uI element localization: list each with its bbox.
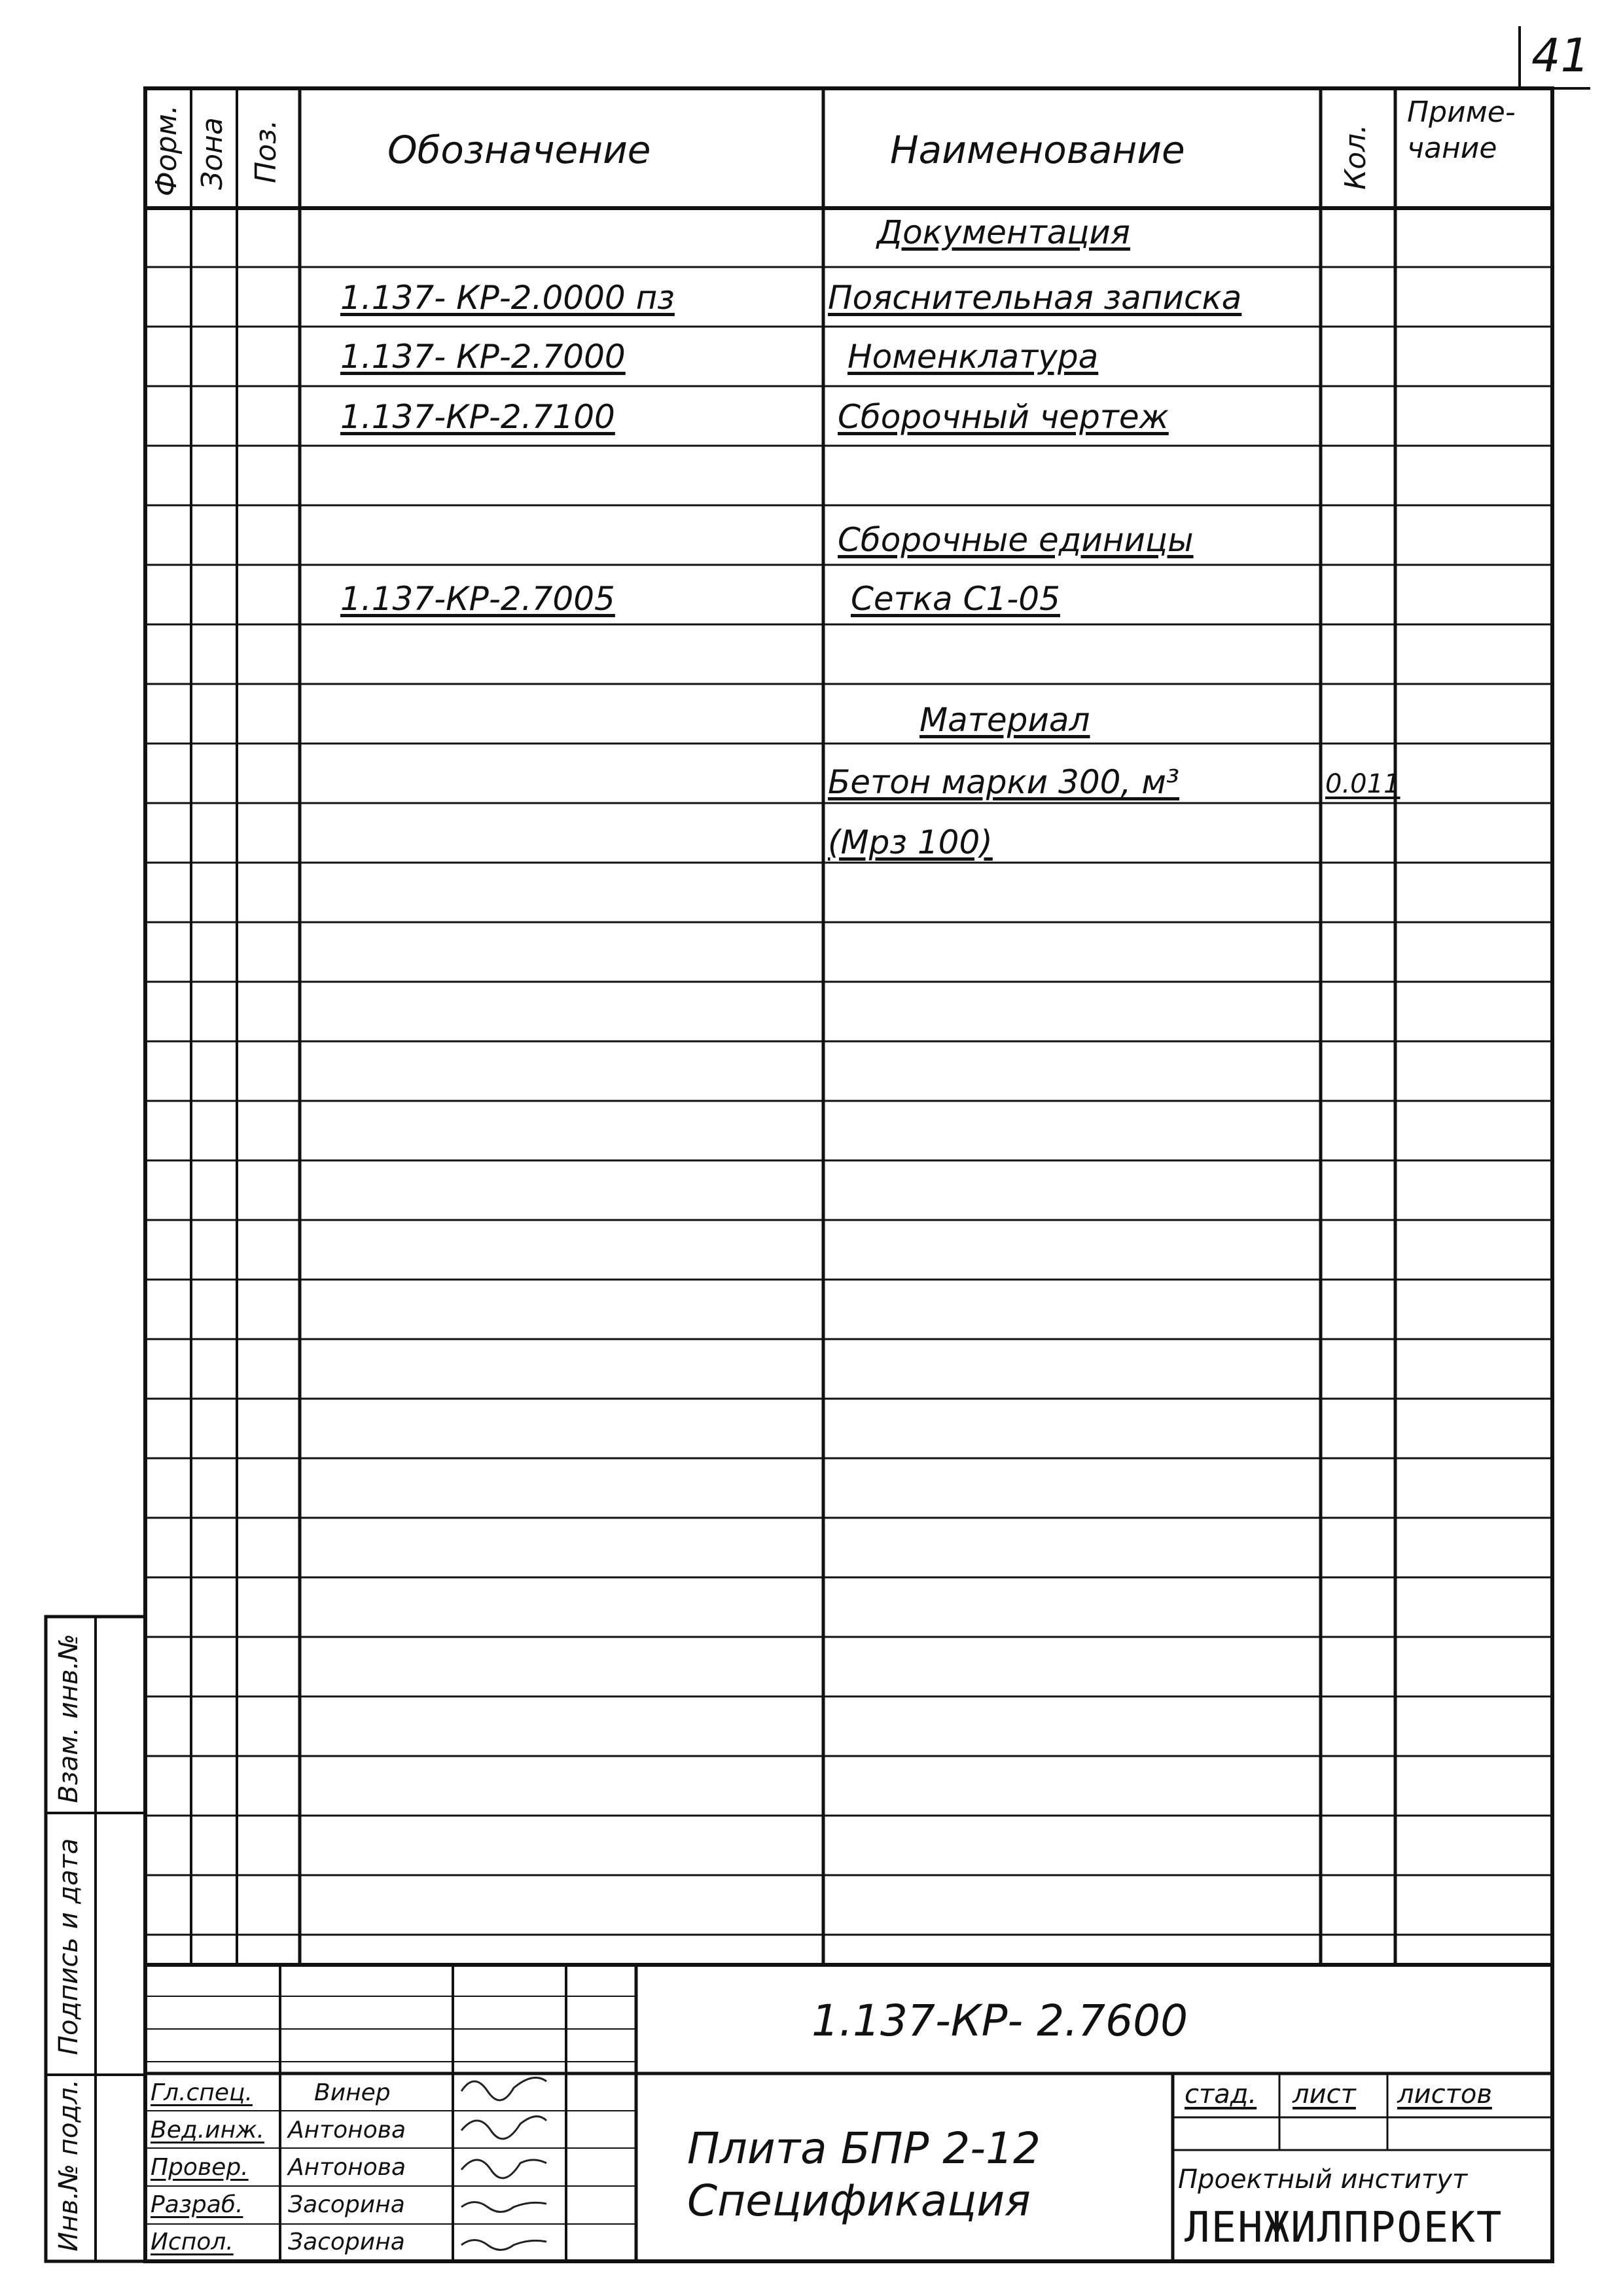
organization-line-1: Проектный институт — [1178, 2164, 1468, 2195]
sheet-label: лист — [1293, 2079, 1356, 2109]
row-designation: 1.137-КР-2.7100 — [340, 398, 615, 436]
role-label: Вед.инж. — [151, 2117, 264, 2144]
label-vzam-inv: Взам. инв.№ — [54, 1634, 84, 1803]
title-line-2: Спецификация — [687, 2176, 1031, 2226]
person-name: Антонова — [288, 2117, 406, 2144]
row-name: Сетка С1-05 — [851, 580, 1060, 618]
person-name: Антонова — [288, 2154, 406, 2181]
header-designation: Обозначение — [387, 128, 651, 172]
role-label: Гл.спец. — [151, 2079, 253, 2106]
header-note-line2: чание — [1407, 132, 1497, 165]
document-code: 1.137-КР- 2.7600 — [812, 1996, 1188, 2046]
header-zone: Зона — [196, 117, 229, 190]
title-line-1: Плита БПР 2-12 — [687, 2123, 1041, 2174]
header-qty: Кол. — [1339, 124, 1372, 190]
role-label: Испол. — [151, 2229, 234, 2255]
header-pos: Поз. — [249, 119, 283, 183]
role-label: Провер. — [151, 2154, 249, 2181]
role-label: Разраб. — [151, 2191, 243, 2218]
row-name: Номенклатура — [847, 338, 1099, 376]
header-format: Форм. — [150, 105, 183, 196]
person-name: Засорина — [288, 2229, 405, 2255]
header-note-line1: Приме- — [1407, 96, 1516, 129]
row-name: Бетон марки 300, м³ — [828, 763, 1180, 801]
row-designation: 1.137- КР-2.0000 пз — [340, 279, 675, 317]
row-name: Сборочный чертеж — [838, 398, 1169, 436]
row-designation: 1.137-КР-2.7005 — [340, 580, 615, 618]
row-qty: 0.011 — [1325, 769, 1400, 799]
organization-line-2: ЛЕНЖИЛПРОЕКТ — [1185, 2204, 1503, 2252]
person-name: Винер — [314, 2079, 391, 2106]
sheets-label: листов — [1397, 2079, 1492, 2109]
stage-label: стад. — [1185, 2079, 1257, 2109]
row-designation: 1.137- КР-2.7000 — [340, 338, 626, 376]
label-inv-podl: Инв.№ подл. — [54, 2079, 84, 2251]
person-name: Засорина — [288, 2191, 405, 2218]
header-name: Наименование — [890, 128, 1185, 172]
section-title-assembly-units: Сборочные единицы — [838, 521, 1194, 559]
row-name: (Мрз 100) — [828, 823, 993, 861]
label-podpis-data: Подпись и дата — [54, 1838, 84, 2055]
page-number: 41 — [1531, 29, 1590, 82]
section-title-documentation: Документация — [877, 213, 1130, 251]
row-name: Пояснительная записка — [828, 279, 1242, 317]
section-title-material: Материал — [919, 701, 1090, 739]
